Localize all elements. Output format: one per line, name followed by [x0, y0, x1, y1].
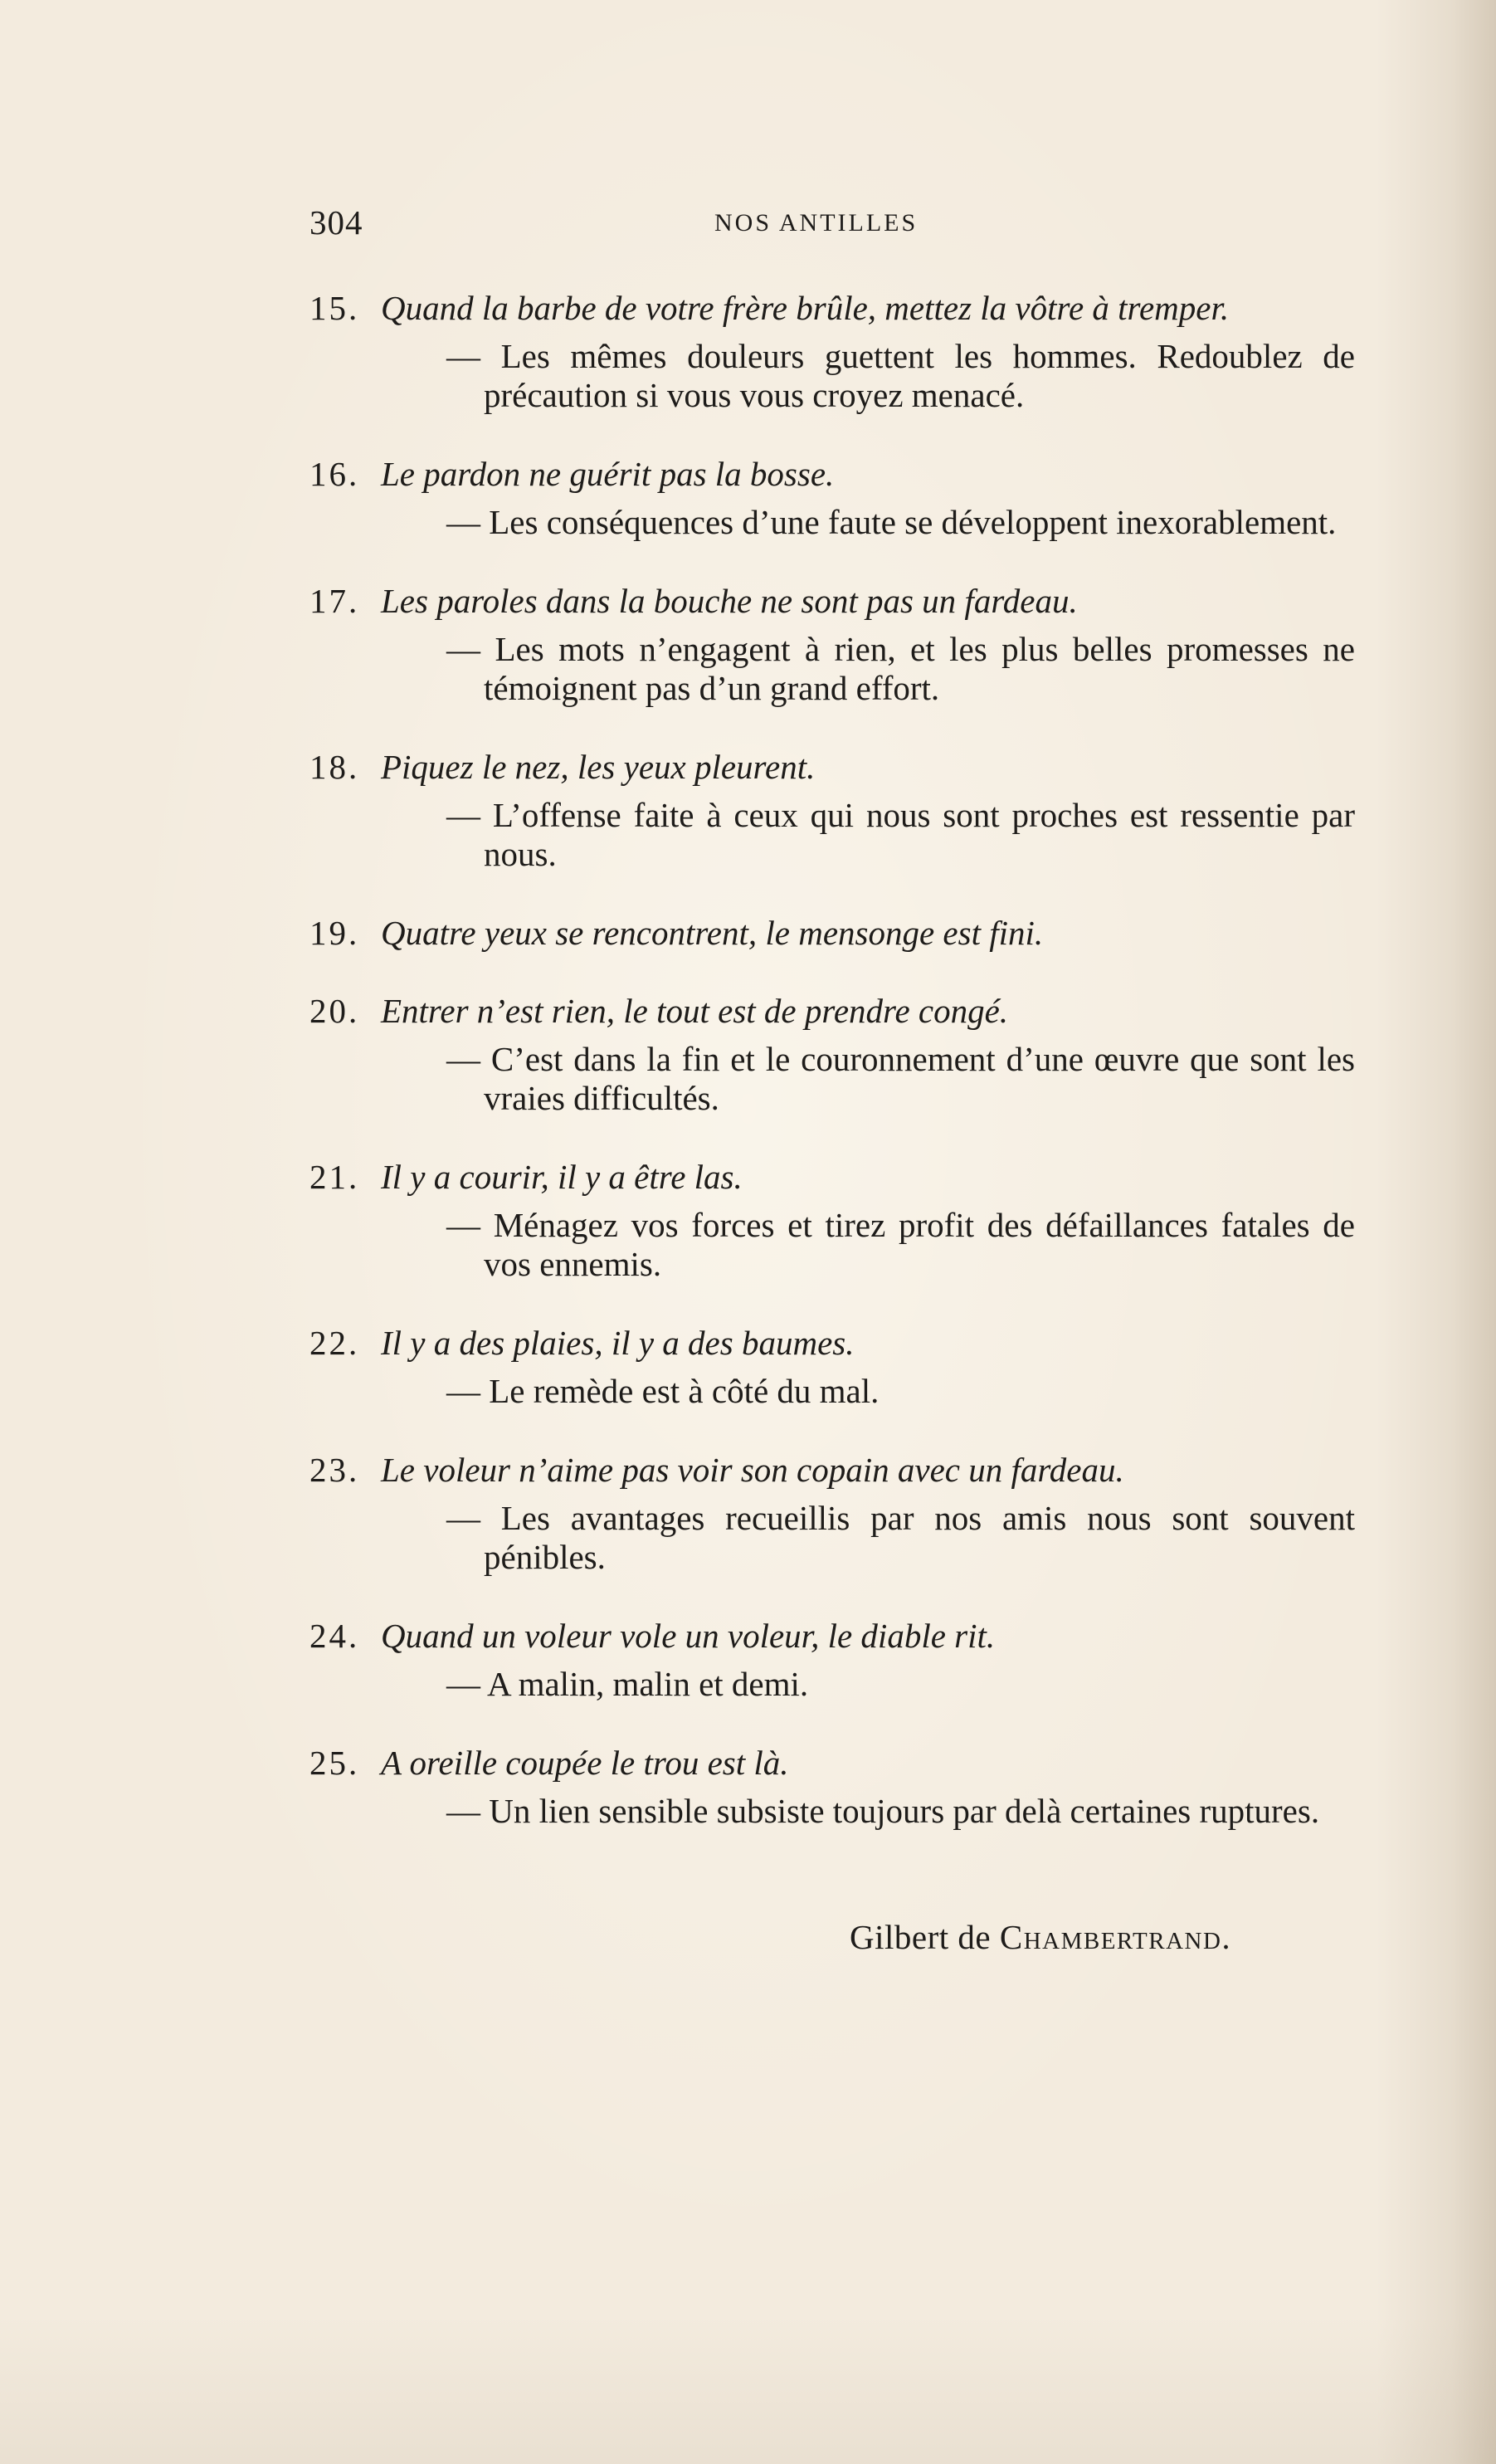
proverb-text: Il y a courir, il y a être las. [381, 1158, 743, 1196]
proverb-line [309, 992, 1355, 1030]
list-item [309, 1451, 1355, 1577]
proverb-text: Il y a des plaies, il y a des baumes. [381, 1324, 855, 1362]
list-item [309, 914, 1355, 952]
entry-number: 23. [309, 1451, 360, 1489]
running-title: NOS ANTILLES [714, 209, 919, 237]
entry-number: 22. [309, 1324, 360, 1362]
entry-number: 21. [309, 1158, 360, 1196]
list-item [309, 455, 1355, 542]
proverb-line [309, 1451, 1355, 1489]
proverb-line [309, 1324, 1355, 1362]
list-item [309, 1158, 1355, 1284]
entry-number: 19. [309, 914, 360, 952]
proverb-list [309, 289, 1355, 1871]
author-first-name: Gilbert de [850, 1918, 992, 1956]
proverb-text: Quand un voleur vole un voleur, le diable rit. [381, 1617, 996, 1655]
list-item [309, 1324, 1355, 1411]
gloss-text: — L’offense faite à ceux qui nous sont proches est ressentie par nous. [446, 796, 1355, 873]
gloss-text: — Les mêmes douleurs guettent les hommes. Redoublez de précaution si vous vous croyez menacé. [446, 337, 1355, 414]
list-item [309, 582, 1355, 708]
gloss-text: — Ménagez vos forces et tirez profit des défaillances fatales de vos ennemis. [446, 1206, 1355, 1283]
list-item [309, 992, 1355, 1118]
running-header [309, 202, 1353, 252]
gloss-text: — Le remède est à côté du mal. [446, 1372, 880, 1410]
entry-number: 25. [309, 1744, 360, 1782]
author-signature [850, 1917, 1231, 1957]
list-item [309, 1617, 1355, 1704]
proverb-line [309, 1158, 1355, 1196]
proverb-text: Piquez le nez, les yeux pleurent. [381, 748, 816, 786]
author-surname: Chambertrand. [999, 1918, 1232, 1956]
proverb-line [309, 1617, 1355, 1655]
proverb-text: A oreille coupée le trou est là. [381, 1744, 789, 1782]
list-item [309, 289, 1355, 415]
list-item [309, 1744, 1355, 1831]
proverb-line [309, 289, 1355, 327]
proverb-line [309, 455, 1355, 493]
gloss-text: — Un lien sensible subsiste toujours par delà certaines ruptures. [446, 1792, 1320, 1830]
entry-number: 18. [309, 748, 360, 786]
gloss-text: — Les mots n’engagent à rien, et les plus belles promesses ne témoignent pas d’un grand effort. [446, 630, 1355, 707]
proverb-text: Le voleur n’aime pas voir son copain avec un fardeau. [381, 1451, 1124, 1489]
proverb-text: Les paroles dans la bouche ne sont pas un fardeau. [381, 582, 1078, 620]
gloss-text: — A malin, malin et demi. [446, 1665, 809, 1703]
entry-number: 17. [309, 582, 360, 620]
proverb-text: Quatre yeux se rencontrent, le mensonge est fini. [381, 914, 1044, 952]
proverb-line [309, 1744, 1355, 1782]
proverb-line [309, 914, 1355, 952]
proverb-text: Entrer n’est rien, le tout est de prendre congé. [381, 992, 1009, 1030]
entry-number: 15. [309, 289, 360, 327]
entry-number: 16. [309, 455, 360, 493]
proverb-text: Le pardon ne guérit pas la bosse. [381, 455, 835, 493]
page-number: 304 [309, 203, 363, 242]
list-item [309, 748, 1355, 874]
entry-number: 24. [309, 1617, 360, 1655]
gloss-text: — Les conséquences d’une faute se développent inexorablement. [446, 503, 1337, 541]
gloss-text: — C’est dans la fin et le couronnement d’une œuvre que sont les vraies difficultés. [446, 1040, 1355, 1117]
gloss-text: — Les avantages recueillis par nos amis nous sont souvent pénibles. [446, 1499, 1355, 1576]
entry-number: 20. [309, 992, 360, 1030]
proverb-text: Quand la barbe de votre frère brûle, mettez la vôtre à tremper. [381, 289, 1230, 327]
proverb-line [309, 582, 1355, 620]
proverb-line [309, 748, 1355, 786]
